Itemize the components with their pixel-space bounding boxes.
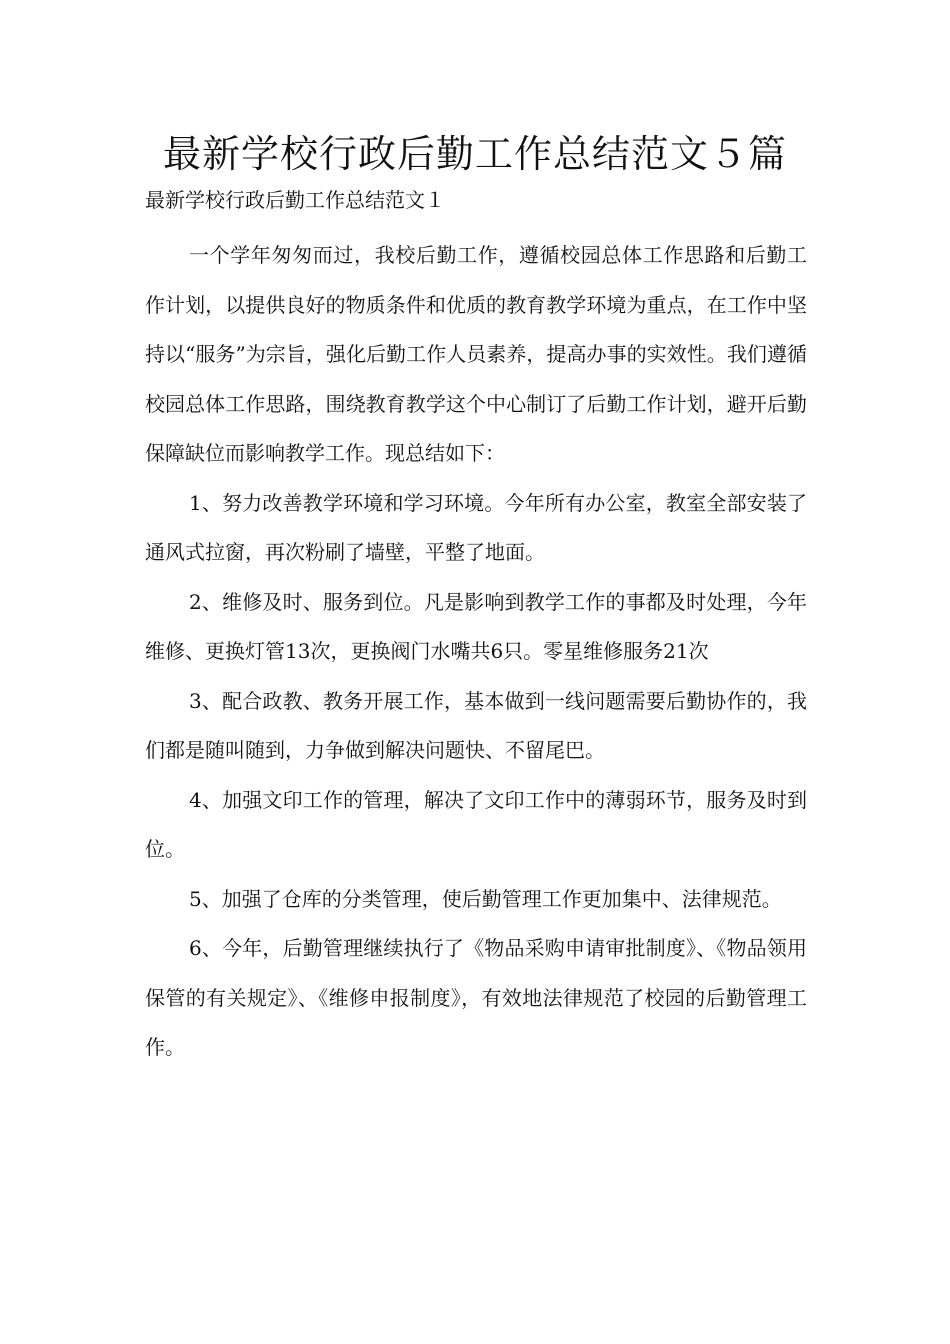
section-heading: 最新学校行政后勤工作总结范文１ (145, 188, 445, 212)
document-title: 最新学校行政后勤工作总结范文５篇 (162, 132, 787, 176)
paragraph-item-2: 2、维修及时、服务到位。凡是影响到教学工作的事都及时处理，今年维修、更换灯管13次，更换阀门水嘴共6只。零星维修服务21次 (145, 589, 807, 663)
document-body (145, 231, 807, 1073)
paragraph-item-5: 5、加强了仓库的分类管理，使后勤管理工作更加集中、法律规范。 (189, 886, 782, 911)
paragraph-intro: 一个学年匆匆而过，我校后勤工作，遵循校园总体工作思路和后勤工作计划，以提供良好的物质条件和优质的教育教学环境为重点，在工作中坚持以“服务”为宗旨，强化后勤工作人员素养，提高办事的实效性。我们遵循校园总体工作思路，围绕教育教学这个中心制订了后勤工作计划，避开后勤保障缺位而影响教学工作。现总结如下： (145, 243, 807, 465)
paragraph-item-1: 1、努力改善教学环境和学习环境。今年所有办公室，教室全部安装了通风式拉窗，再次粉刷了墙壁，平整了地面。 (145, 490, 807, 564)
paragraph-item-6: 6、今年，后勤管理继续执行了《物品采购申请审批制度》、《物品领用保管的有关规定》、《维修申报制度》，有效地法律规范了校园的后勤管理工作。 (145, 936, 807, 1059)
paragraph-item-4: 4、加强文印工作的管理，解决了文印工作中的薄弱环节，服务及时到位。 (145, 787, 807, 861)
paragraph-item-3: 3、配合政教、教务开展工作，基本做到一线问题需要后勤协作的，我们都是随叫随到，力争做到解决问题快、不留尾巴。 (145, 688, 807, 762)
